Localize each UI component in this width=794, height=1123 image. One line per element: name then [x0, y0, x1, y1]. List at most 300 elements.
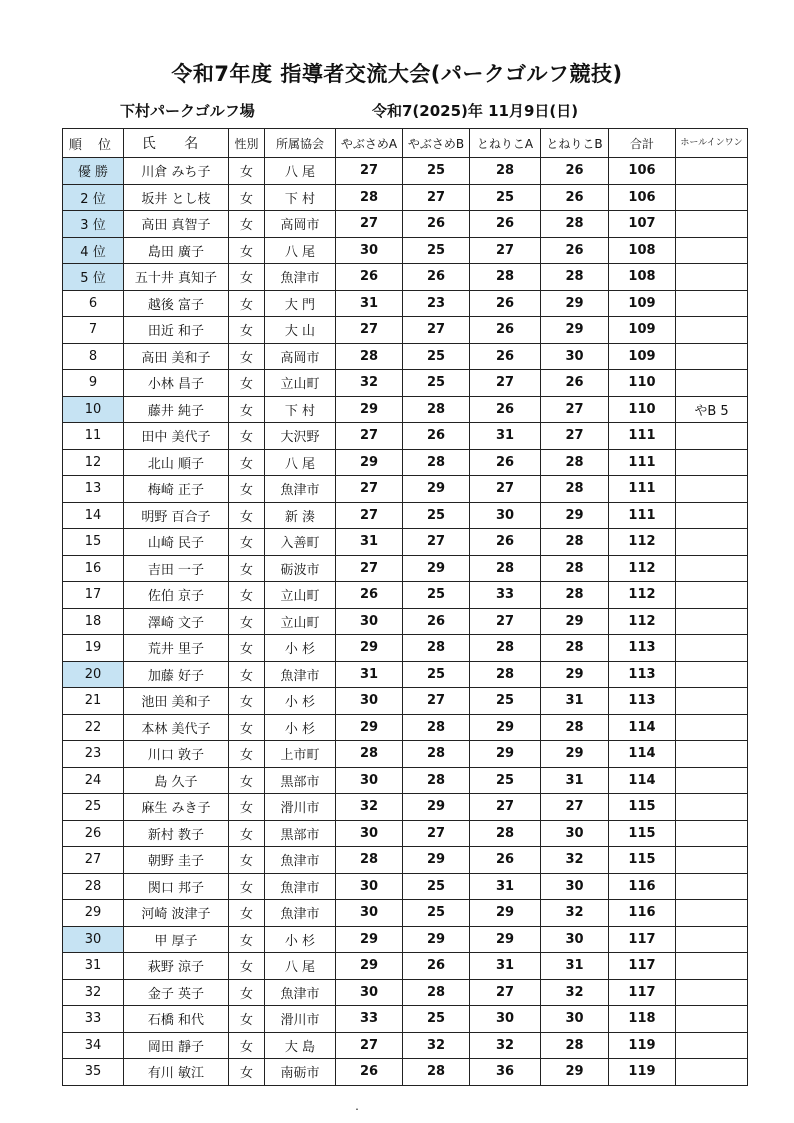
table-row	[63, 1006, 748, 1033]
cell-total: 113	[609, 635, 676, 662]
cell-total: 114	[609, 767, 676, 794]
cell-yabusame-b: 28	[403, 741, 470, 768]
table-row	[63, 502, 748, 529]
cell-total: 118	[609, 1006, 676, 1033]
cell-association: 魚津市	[265, 661, 336, 688]
cell-association: 魚津市	[265, 900, 336, 927]
cell-hole-in-one	[676, 502, 748, 529]
table-row	[63, 211, 748, 238]
cell-tonariko-a: 30	[470, 1006, 541, 1033]
cell-name: 河崎 波津子	[124, 900, 229, 927]
cell-hole-in-one	[676, 237, 748, 264]
cell-association: 黒部市	[265, 767, 336, 794]
cell-gender: 女	[229, 502, 265, 529]
cell-name: 朝野 圭子	[124, 847, 229, 874]
header-name: 氏 名	[124, 129, 229, 158]
cell-yabusame-b: 25	[403, 1006, 470, 1033]
cell-gender: 女	[229, 158, 265, 185]
cell-name: 田近 和子	[124, 317, 229, 344]
cell-hole-in-one	[676, 741, 748, 768]
cell-hole-in-one	[676, 370, 748, 397]
header-hole-in-one: ホールインワン	[676, 129, 748, 158]
cell-gender: 女	[229, 1032, 265, 1059]
cell-total: 114	[609, 741, 676, 768]
cell-tonariko-b: 28	[541, 529, 609, 556]
results-table	[62, 128, 748, 1086]
cell-name: 有川 敏江	[124, 1059, 229, 1086]
cell-hole-in-one	[676, 873, 748, 900]
cell-name: 吉田 一子	[124, 555, 229, 582]
cell-yabusame-a: 30	[336, 608, 403, 635]
cell-gender: 女	[229, 290, 265, 317]
cell-yabusame-b: 25	[403, 582, 470, 609]
cell-hole-in-one	[676, 608, 748, 635]
cell-gender: 女	[229, 608, 265, 635]
cell-tonariko-a: 27	[470, 794, 541, 821]
cell-association: 上市町	[265, 741, 336, 768]
cell-yabusame-a: 26	[336, 582, 403, 609]
cell-association: 魚津市	[265, 979, 336, 1006]
cell-rank: 34	[63, 1032, 124, 1059]
cell-tonariko-b: 28	[541, 714, 609, 741]
cell-yabusame-a: 27	[336, 211, 403, 238]
cell-hole-in-one	[676, 661, 748, 688]
cell-yabusame-a: 26	[336, 1059, 403, 1086]
cell-tonariko-b: 32	[541, 979, 609, 1006]
cell-yabusame-b: 28	[403, 396, 470, 423]
cell-tonariko-a: 28	[470, 158, 541, 185]
table-row	[63, 979, 748, 1006]
cell-tonariko-a: 32	[470, 1032, 541, 1059]
cell-tonariko-b: 32	[541, 900, 609, 927]
cell-gender: 女	[229, 476, 265, 503]
cell-hole-in-one	[676, 290, 748, 317]
cell-yabusame-a: 30	[336, 900, 403, 927]
cell-yabusame-a: 33	[336, 1006, 403, 1033]
cell-hole-in-one	[676, 529, 748, 556]
table-row	[63, 529, 748, 556]
table-row	[63, 264, 748, 291]
cell-hole-in-one	[676, 211, 748, 238]
table-row	[63, 158, 748, 185]
cell-association: 魚津市	[265, 476, 336, 503]
cell-name: 山崎 民子	[124, 529, 229, 556]
cell-gender: 女	[229, 767, 265, 794]
cell-yabusame-b: 27	[403, 529, 470, 556]
cell-rank: 2 位	[63, 184, 124, 211]
cell-total: 111	[609, 502, 676, 529]
cell-association: 小 杉	[265, 714, 336, 741]
cell-hole-in-one	[676, 635, 748, 662]
cell-tonariko-b: 27	[541, 396, 609, 423]
cell-yabusame-a: 27	[336, 317, 403, 344]
cell-tonariko-b: 29	[541, 608, 609, 635]
table-row	[63, 396, 748, 423]
cell-name: 明野 百合子	[124, 502, 229, 529]
table-row	[63, 555, 748, 582]
cell-rank: 16	[63, 555, 124, 582]
cell-rank: 4 位	[63, 237, 124, 264]
cell-association: 大 島	[265, 1032, 336, 1059]
cell-association: 魚津市	[265, 873, 336, 900]
cell-total: 115	[609, 847, 676, 874]
cell-yabusame-a: 26	[336, 264, 403, 291]
cell-tonariko-a: 25	[470, 767, 541, 794]
cell-tonariko-a: 27	[470, 370, 541, 397]
cell-tonariko-a: 26	[470, 529, 541, 556]
cell-gender: 女	[229, 1059, 265, 1086]
cell-name: 岡田 靜子	[124, 1032, 229, 1059]
cell-name: 佐伯 京子	[124, 582, 229, 609]
table-row	[63, 661, 748, 688]
cell-tonariko-a: 28	[470, 661, 541, 688]
cell-total: 112	[609, 582, 676, 609]
cell-tonariko-a: 31	[470, 953, 541, 980]
cell-yabusame-b: 25	[403, 900, 470, 927]
cell-association: 八 尾	[265, 449, 336, 476]
cell-yabusame-a: 31	[336, 661, 403, 688]
cell-name: 加藤 好子	[124, 661, 229, 688]
cell-association: 大沢野	[265, 423, 336, 450]
cell-name: 新村 教子	[124, 820, 229, 847]
cell-yabusame-a: 31	[336, 529, 403, 556]
cell-rank: 33	[63, 1006, 124, 1033]
cell-tonariko-b: 31	[541, 688, 609, 715]
cell-hole-in-one	[676, 555, 748, 582]
cell-tonariko-b: 28	[541, 635, 609, 662]
cell-gender: 女	[229, 555, 265, 582]
cell-yabusame-b: 28	[403, 1059, 470, 1086]
cell-yabusame-a: 30	[336, 237, 403, 264]
cell-yabusame-b: 27	[403, 184, 470, 211]
table-row	[63, 582, 748, 609]
cell-tonariko-a: 26	[470, 317, 541, 344]
cell-rank: 10	[63, 396, 124, 423]
footer-mark: ・	[353, 1105, 361, 1114]
cell-association: 小 杉	[265, 635, 336, 662]
cell-gender: 女	[229, 953, 265, 980]
cell-gender: 女	[229, 741, 265, 768]
cell-hole-in-one	[676, 343, 748, 370]
cell-hole-in-one	[676, 900, 748, 927]
cell-total: 117	[609, 926, 676, 953]
cell-yabusame-b: 26	[403, 953, 470, 980]
table-row	[63, 1059, 748, 1086]
cell-yabusame-a: 30	[336, 767, 403, 794]
cell-total: 119	[609, 1059, 676, 1086]
cell-total: 108	[609, 237, 676, 264]
cell-total: 112	[609, 529, 676, 556]
table-row	[63, 873, 748, 900]
cell-total: 106	[609, 184, 676, 211]
cell-hole-in-one	[676, 820, 748, 847]
cell-rank: 22	[63, 714, 124, 741]
cell-yabusame-b: 29	[403, 555, 470, 582]
cell-tonariko-a: 26	[470, 449, 541, 476]
cell-hole-in-one	[676, 264, 748, 291]
cell-yabusame-a: 29	[336, 396, 403, 423]
cell-name: 川倉 みち子	[124, 158, 229, 185]
cell-hole-in-one	[676, 953, 748, 980]
cell-hole-in-one	[676, 1032, 748, 1059]
cell-total: 116	[609, 900, 676, 927]
table-row	[63, 794, 748, 821]
cell-association: 入善町	[265, 529, 336, 556]
cell-yabusame-a: 29	[336, 635, 403, 662]
cell-rank: 13	[63, 476, 124, 503]
cell-tonariko-a: 29	[470, 926, 541, 953]
cell-yabusame-b: 26	[403, 608, 470, 635]
cell-tonariko-b: 30	[541, 1006, 609, 1033]
cell-yabusame-a: 27	[336, 158, 403, 185]
cell-gender: 女	[229, 264, 265, 291]
cell-name: 田中 美代子	[124, 423, 229, 450]
page-title: 令和7年度 指導者交流大会(パークゴルフ競技)	[171, 62, 623, 86]
cell-yabusame-b: 28	[403, 767, 470, 794]
table-row	[63, 714, 748, 741]
cell-tonariko-b: 28	[541, 1032, 609, 1059]
cell-association: 高岡市	[265, 211, 336, 238]
cell-tonariko-b: 27	[541, 423, 609, 450]
cell-yabusame-b: 25	[403, 502, 470, 529]
cell-gender: 女	[229, 661, 265, 688]
cell-total: 106	[609, 158, 676, 185]
cell-gender: 女	[229, 847, 265, 874]
cell-rank: 23	[63, 741, 124, 768]
table-row	[63, 608, 748, 635]
cell-yabusame-b: 25	[403, 873, 470, 900]
cell-hole-in-one	[676, 1006, 748, 1033]
cell-yabusame-a: 27	[336, 476, 403, 503]
cell-name: 萩野 涼子	[124, 953, 229, 980]
cell-hole-in-one	[676, 767, 748, 794]
cell-gender: 女	[229, 449, 265, 476]
cell-association: 滑川市	[265, 1006, 336, 1033]
cell-association: 高岡市	[265, 343, 336, 370]
cell-rank: 18	[63, 608, 124, 635]
cell-tonariko-b: 28	[541, 264, 609, 291]
cell-rank: 優 勝	[63, 158, 124, 185]
cell-name: 川口 敦子	[124, 741, 229, 768]
cell-tonariko-a: 26	[470, 211, 541, 238]
cell-yabusame-b: 28	[403, 979, 470, 1006]
cell-total: 113	[609, 661, 676, 688]
cell-yabusame-b: 25	[403, 343, 470, 370]
cell-tonariko-a: 27	[470, 979, 541, 1006]
cell-total: 117	[609, 953, 676, 980]
cell-gender: 女	[229, 926, 265, 953]
cell-yabusame-b: 28	[403, 714, 470, 741]
cell-hole-in-one	[676, 847, 748, 874]
venue-name: 下村パークゴルフ場	[120, 102, 255, 120]
cell-association: 立山町	[265, 582, 336, 609]
cell-total: 116	[609, 873, 676, 900]
cell-rank: 7	[63, 317, 124, 344]
cell-tonariko-a: 29	[470, 900, 541, 927]
cell-hole-in-one	[676, 423, 748, 450]
cell-name: 越後 富子	[124, 290, 229, 317]
table-header	[63, 129, 748, 158]
cell-association: 八 尾	[265, 237, 336, 264]
cell-tonariko-a: 28	[470, 555, 541, 582]
cell-association: 立山町	[265, 370, 336, 397]
cell-gender: 女	[229, 979, 265, 1006]
cell-tonariko-b: 31	[541, 767, 609, 794]
cell-association: 下 村	[265, 396, 336, 423]
cell-tonariko-a: 26	[470, 847, 541, 874]
cell-name: 高田 美和子	[124, 343, 229, 370]
header-gender: 性別	[229, 129, 265, 158]
cell-rank: 30	[63, 926, 124, 953]
table-row	[63, 449, 748, 476]
cell-association: 立山町	[265, 608, 336, 635]
cell-rank: 19	[63, 635, 124, 662]
cell-yabusame-b: 25	[403, 158, 470, 185]
cell-tonariko-a: 31	[470, 423, 541, 450]
cell-yabusame-a: 30	[336, 979, 403, 1006]
cell-name: 池田 美和子	[124, 688, 229, 715]
cell-total: 112	[609, 555, 676, 582]
cell-rank: 32	[63, 979, 124, 1006]
cell-name: 甲 厚子	[124, 926, 229, 953]
cell-yabusame-b: 29	[403, 476, 470, 503]
cell-tonariko-b: 29	[541, 661, 609, 688]
cell-tonariko-a: 30	[470, 502, 541, 529]
cell-name: 五十井 真知子	[124, 264, 229, 291]
table-row	[63, 184, 748, 211]
cell-yabusame-b: 32	[403, 1032, 470, 1059]
cell-rank: 14	[63, 502, 124, 529]
table-row	[63, 370, 748, 397]
cell-rank: 28	[63, 873, 124, 900]
cell-association: 大 山	[265, 317, 336, 344]
cell-name: 麻生 みき子	[124, 794, 229, 821]
cell-rank: 29	[63, 900, 124, 927]
cell-yabusame-a: 28	[336, 741, 403, 768]
cell-total: 115	[609, 820, 676, 847]
cell-yabusame-b: 26	[403, 264, 470, 291]
cell-tonariko-b: 26	[541, 184, 609, 211]
cell-total: 111	[609, 476, 676, 503]
cell-yabusame-a: 29	[336, 953, 403, 980]
table-row	[63, 847, 748, 874]
cell-yabusame-a: 28	[336, 343, 403, 370]
cell-yabusame-b: 28	[403, 635, 470, 662]
cell-hole-in-one	[676, 1059, 748, 1086]
cell-gender: 女	[229, 794, 265, 821]
cell-name: 石橋 和代	[124, 1006, 229, 1033]
cell-yabusame-b: 25	[403, 661, 470, 688]
cell-tonariko-a: 29	[470, 741, 541, 768]
cell-yabusame-a: 29	[336, 926, 403, 953]
cell-tonariko-b: 26	[541, 158, 609, 185]
cell-yabusame-a: 29	[336, 449, 403, 476]
cell-total: 111	[609, 423, 676, 450]
cell-total: 112	[609, 608, 676, 635]
cell-total: 109	[609, 317, 676, 344]
cell-rank: 26	[63, 820, 124, 847]
cell-tonariko-b: 28	[541, 449, 609, 476]
cell-gender: 女	[229, 211, 265, 238]
cell-rank: 21	[63, 688, 124, 715]
cell-rank: 25	[63, 794, 124, 821]
cell-yabusame-a: 31	[336, 290, 403, 317]
cell-association: 八 尾	[265, 953, 336, 980]
cell-gender: 女	[229, 529, 265, 556]
cell-name: 島 久子	[124, 767, 229, 794]
cell-total: 119	[609, 1032, 676, 1059]
cell-rank: 31	[63, 953, 124, 980]
cell-association: 南砺市	[265, 1059, 336, 1086]
cell-yabusame-b: 27	[403, 820, 470, 847]
cell-rank: 35	[63, 1059, 124, 1086]
cell-tonariko-a: 27	[470, 476, 541, 503]
cell-hole-in-one	[676, 158, 748, 185]
cell-gender: 女	[229, 317, 265, 344]
table-row	[63, 343, 748, 370]
cell-gender: 女	[229, 237, 265, 264]
cell-yabusame-a: 29	[336, 714, 403, 741]
cell-tonariko-b: 26	[541, 237, 609, 264]
cell-association: 小 杉	[265, 926, 336, 953]
cell-tonariko-b: 30	[541, 926, 609, 953]
cell-gender: 女	[229, 423, 265, 450]
cell-yabusame-b: 25	[403, 237, 470, 264]
cell-total: 113	[609, 688, 676, 715]
cell-rank: 15	[63, 529, 124, 556]
cell-gender: 女	[229, 820, 265, 847]
cell-gender: 女	[229, 635, 265, 662]
table-row	[63, 476, 748, 503]
cell-rank: 24	[63, 767, 124, 794]
cell-tonariko-a: 28	[470, 635, 541, 662]
cell-name: 小林 昌子	[124, 370, 229, 397]
cell-rank: 11	[63, 423, 124, 450]
header-tonariko-b: とねりこB	[541, 129, 609, 158]
cell-yabusame-b: 27	[403, 317, 470, 344]
cell-gender: 女	[229, 1006, 265, 1033]
table-row	[63, 290, 748, 317]
cell-association: 小 杉	[265, 688, 336, 715]
cell-total: 115	[609, 794, 676, 821]
cell-tonariko-b: 28	[541, 555, 609, 582]
cell-rank: 27	[63, 847, 124, 874]
cell-association: 八 尾	[265, 158, 336, 185]
table-row	[63, 926, 748, 953]
cell-tonariko-b: 27	[541, 794, 609, 821]
cell-tonariko-b: 30	[541, 343, 609, 370]
cell-name: 高田 真智子	[124, 211, 229, 238]
cell-tonariko-a: 29	[470, 714, 541, 741]
table-row	[63, 741, 748, 768]
cell-gender: 女	[229, 714, 265, 741]
table-row	[63, 688, 748, 715]
cell-gender: 女	[229, 688, 265, 715]
cell-gender: 女	[229, 184, 265, 211]
cell-hole-in-one	[676, 184, 748, 211]
cell-tonariko-b: 32	[541, 847, 609, 874]
cell-name: 関口 邦子	[124, 873, 229, 900]
cell-association: 砺波市	[265, 555, 336, 582]
cell-total: 117	[609, 979, 676, 1006]
cell-tonariko-a: 31	[470, 873, 541, 900]
table-row	[63, 953, 748, 980]
cell-yabusame-b: 29	[403, 794, 470, 821]
header-tonariko-a: とねりこA	[470, 129, 541, 158]
header-total: 合計	[609, 129, 676, 158]
cell-tonariko-b: 28	[541, 476, 609, 503]
header-rank: 順 位	[63, 129, 124, 158]
